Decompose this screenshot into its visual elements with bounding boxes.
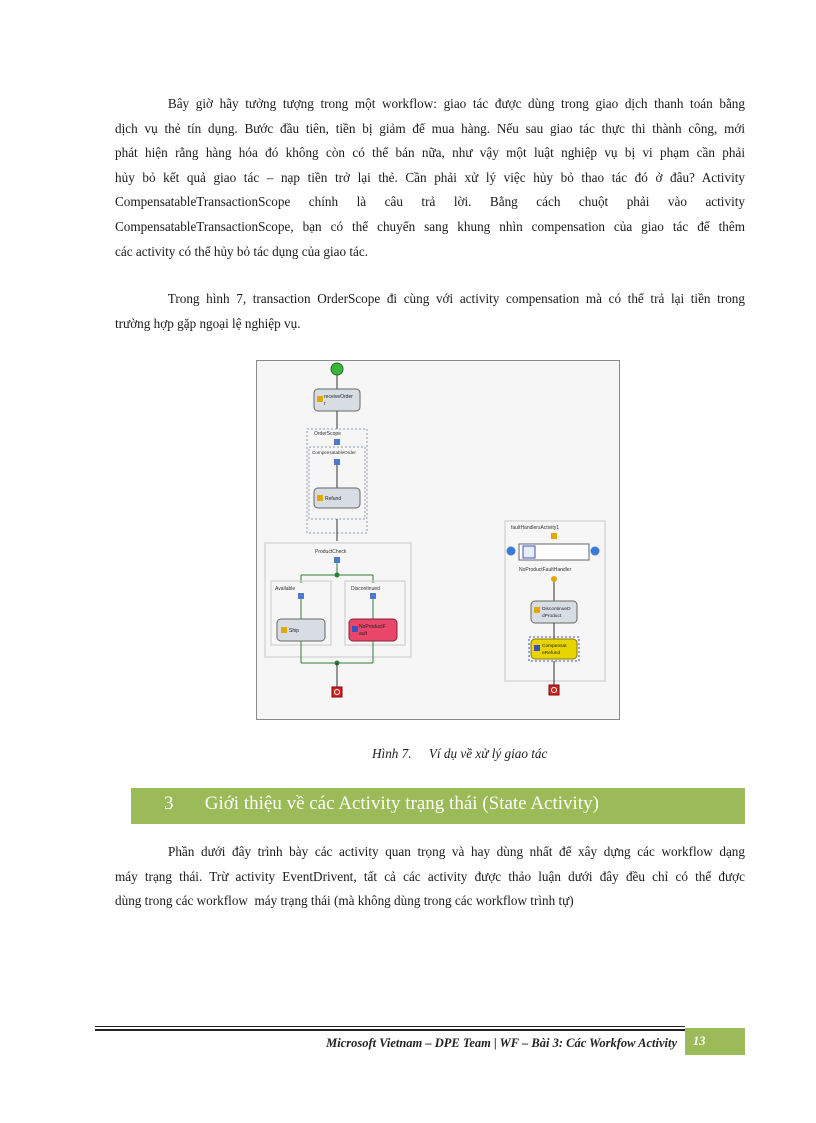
- discontinued-label: Discontinued: [351, 586, 380, 592]
- order-scope-label: OrderScope: [314, 431, 341, 437]
- available-label: Available: [275, 586, 296, 592]
- footer-text: Microsoft Vietnam – DPE Team | WF – Bài 3: Các Workfow Activity: [326, 1036, 677, 1050]
- end-node-icon: [332, 687, 342, 697]
- text-line: Phần dưới đây trình bày các activity quan trọng và hay dùng nhất để xây dựng các workflow dạng: [115, 844, 745, 859]
- caption-number: Hình 7.: [372, 746, 412, 761]
- discontinue-label-2: dProduct: [542, 614, 562, 619]
- product-check-label: ProductCheck: [315, 549, 347, 555]
- receive-order-label: receiveOrder: [324, 394, 353, 400]
- ship-label: Ship: [289, 628, 300, 634]
- throw-icon: [352, 626, 358, 632]
- paragraph-figure-reference: [115, 287, 745, 336]
- workflow-figure: [256, 360, 620, 720]
- text-line: Bây giờ hãy tưởng tượng trong một workflow: giao tác được dùng trong giao dịch thanh toán bằng: [115, 96, 745, 111]
- branch-icon: [370, 593, 376, 599]
- compensate-scope-icon: [334, 459, 340, 465]
- receive-order-label-2: r: [324, 401, 326, 407]
- fault-handlers-label: faultHandlersActivity1: [511, 525, 560, 531]
- handler-icon: [551, 576, 557, 582]
- refund-label: Refund: [325, 496, 342, 502]
- section-title: Giới thiệu về các Activity trạng thái (State Activity): [204, 793, 599, 814]
- text-line: CompensatableTransactionScope, bạn có thể chuyển sang khung nhìn compensation của giao tác để thêm: [115, 218, 745, 234]
- text-line: máy trạng thái. Trừ activity EventDrivent, tất cả các activity được thảo luận dưới đây đều chỉ có thể được: [115, 868, 745, 884]
- compensate-icon: [534, 645, 540, 651]
- scroll-left-icon: [507, 547, 516, 556]
- text-line: dùng trong các workflow máy trạng thái (mà không dùng trong các workflow trình tự): [115, 893, 574, 909]
- scope-icon: [334, 439, 340, 445]
- no-product-label-1: NoProductF: [359, 624, 386, 630]
- fault-handlers-icon: [551, 533, 557, 539]
- workflow-diagram: [257, 361, 619, 719]
- activity-icon: [281, 627, 287, 633]
- section-heading: [131, 788, 745, 824]
- activity-icon: [534, 607, 540, 613]
- branch-icon: [298, 593, 304, 599]
- fault-handler-selected-icon: [523, 546, 535, 558]
- activity-icon: [317, 495, 323, 501]
- paragraph-state-activities: [115, 840, 745, 914]
- text-line: trường hợp gặp ngoại lệ nghiệp vụ.: [115, 315, 301, 331]
- text-line: Trong hình 7, transaction OrderScope đi cùng với activity compensation mà có thể trả lại tiền trong: [115, 291, 745, 306]
- no-product-label-2: ault: [359, 631, 368, 637]
- compensate-label-1: Compensat: [542, 644, 567, 649]
- figure-caption: [372, 746, 547, 762]
- section-number: 3: [164, 793, 174, 814]
- text-line: hủy bỏ kết quả giao tác – nạp tiền trở lại thẻ. Cần phải xử lý việc hủy bỏ thao tác đó ở đâu? Activity: [115, 169, 745, 185]
- caption-text: Ví dụ về xử lý giao tác: [428, 746, 548, 761]
- paragraph-compensation-intro: [115, 92, 745, 264]
- scroll-right-icon: [591, 547, 600, 556]
- discontinue-label-1: DiscontinueD: [542, 607, 571, 612]
- compensatable-label: CompensatableOrder: [312, 450, 356, 455]
- page-number: 13: [685, 1028, 745, 1055]
- handler-end-node-icon: [549, 685, 559, 695]
- text-line: dịch vụ thẻ tín dụng. Bước đầu tiên, tiền bị giảm để mua hàng. Nếu sau giao tác thực thi thành công, mới: [115, 120, 745, 136]
- footer-rule-thick: [95, 1029, 685, 1031]
- text-line: phát hiện rằng hàng hóa đó không còn có thể bán nữa, như vậy một luật nghiệp vụ bị vi phạm cần phải: [115, 145, 745, 161]
- text-line: CompensatableTransactionScope chính là câu trả lời. Bằng cách chuột phải vào activity: [115, 194, 745, 210]
- ifelse-icon: [334, 557, 340, 563]
- start-node-icon: [331, 363, 343, 375]
- compensate-label-2: eRefund: [542, 651, 561, 656]
- activity-icon: [317, 396, 323, 402]
- footer-rule: [95, 1026, 685, 1027]
- no-product-handler-label: NoProductFaultHandler: [519, 567, 572, 573]
- text-line: các activity có thể hủy bỏ tác dụng của giao tác.: [115, 243, 369, 259]
